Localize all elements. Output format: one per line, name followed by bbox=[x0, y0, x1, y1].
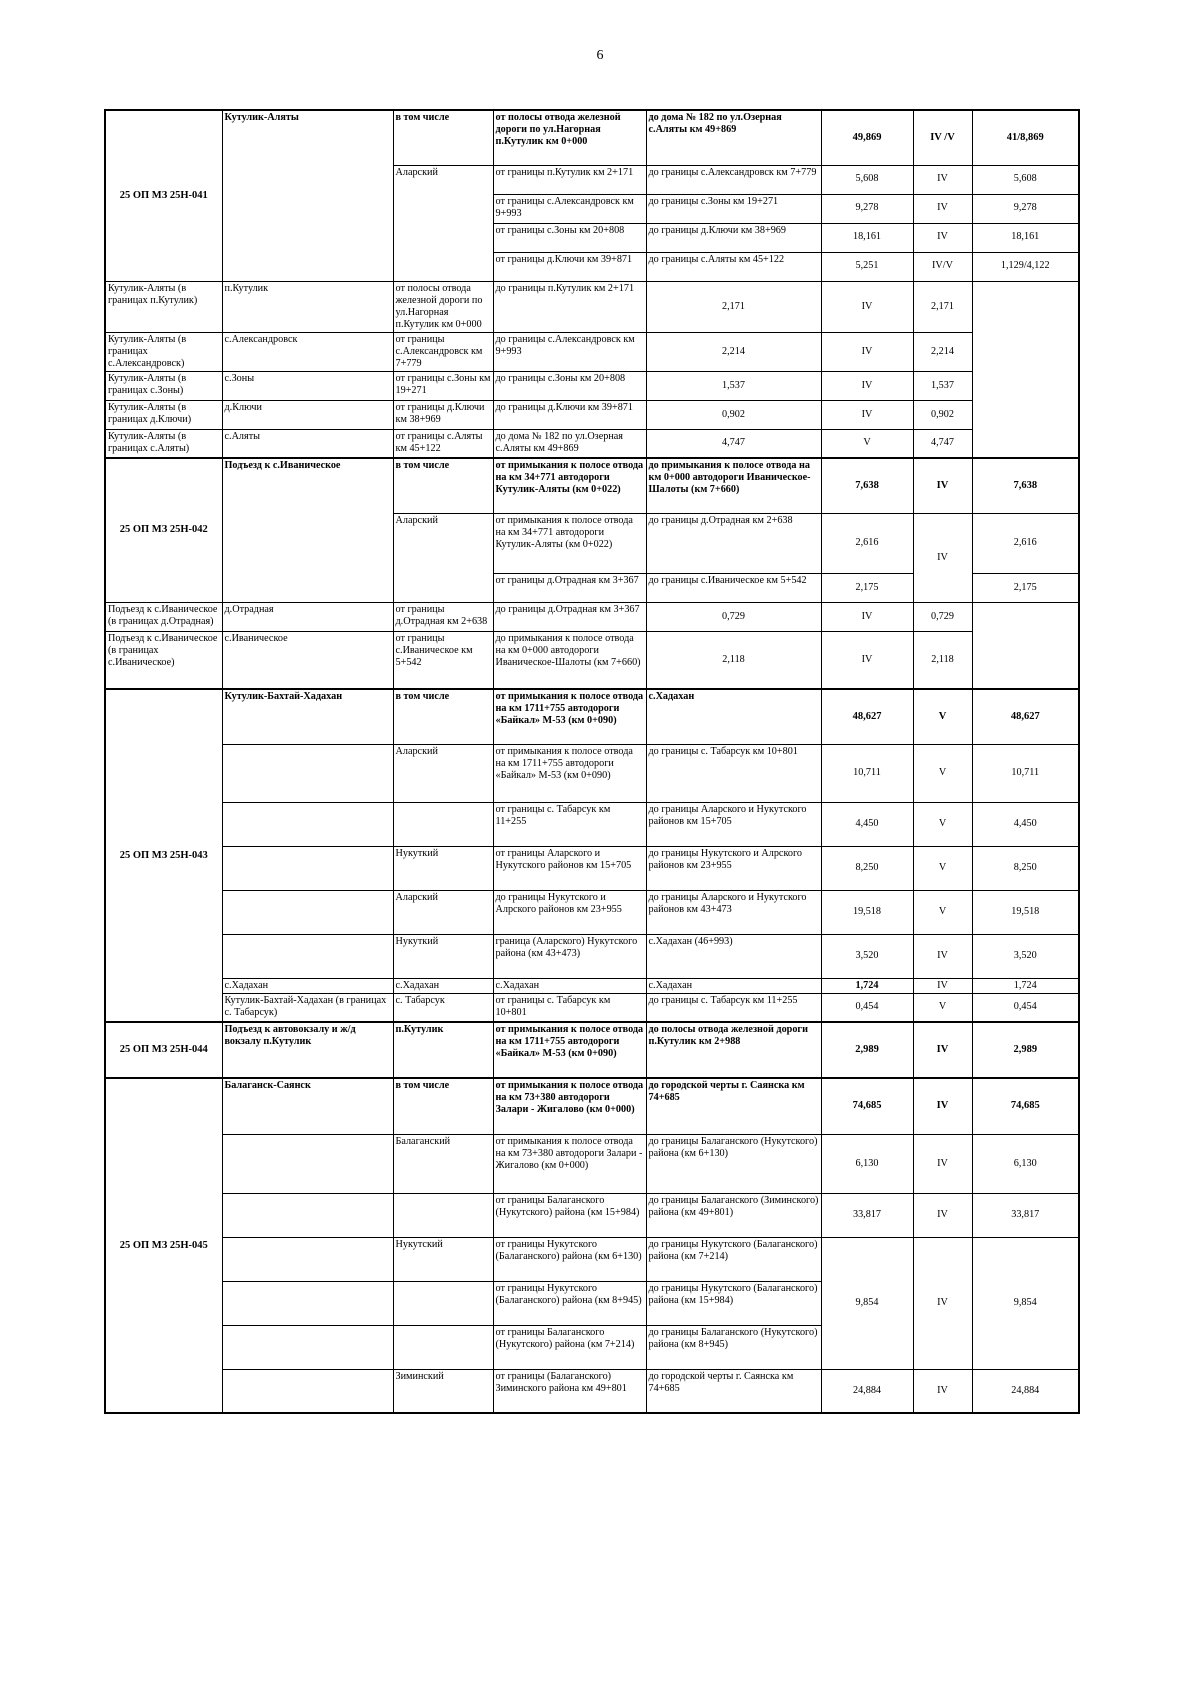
length-cell: 10,711 bbox=[821, 744, 913, 802]
length-by-category-cell: 8,250 bbox=[972, 846, 1079, 890]
to-cell: до границы Нукутского и Алрского районов км 23+955 bbox=[646, 846, 821, 890]
category-cell: IV bbox=[913, 1369, 972, 1413]
from-cell: от границы д.Отрадная км 3+367 bbox=[493, 573, 646, 602]
length-cell: 74,685 bbox=[821, 1078, 913, 1134]
table-row bbox=[105, 1078, 1079, 1134]
category-cell: IV bbox=[913, 1237, 972, 1369]
road-name-cell: Кутулик-Аляты (в границах с.Зоны) bbox=[105, 371, 222, 400]
to-cell: до границы с. Табарсук км 11+255 bbox=[646, 993, 821, 1022]
road-name-cell bbox=[222, 1369, 393, 1413]
to-cell: до дома № 182 по ул.Озерная с.Аляты км 49+869 bbox=[646, 110, 821, 165]
category-cell: IV/V bbox=[913, 252, 972, 281]
table-row bbox=[105, 400, 1079, 429]
to-cell: до границы Аларского и Нукутского районов км 15+705 bbox=[646, 802, 821, 846]
length-cell: 2,175 bbox=[821, 573, 913, 602]
road-id-cell: 25 ОП МЗ 25Н-045 bbox=[105, 1078, 222, 1413]
from-cell: от примыкания к полосе отвода на км 34+771 автодороги Кутулик-Аляты (км 0+022) bbox=[493, 513, 646, 573]
from-cell: от границы с.Аляты км 45+122 bbox=[393, 429, 493, 458]
length-by-category-cell: 41/8,869 bbox=[972, 110, 1079, 165]
length-cell: 3,520 bbox=[821, 934, 913, 978]
table-row bbox=[105, 1022, 1079, 1078]
from-cell: от примыкания к полосе отвода на км 34+771 автодороги Кутулик-Аляты (км 0+022) bbox=[493, 458, 646, 513]
category-cell: IV bbox=[913, 194, 972, 223]
district-cell: с.Иваническое bbox=[222, 631, 393, 689]
road-name-cell bbox=[222, 744, 393, 802]
district-cell: Нукуткий bbox=[393, 934, 493, 978]
district-cell bbox=[393, 1325, 493, 1369]
to-cell: до городской черты г. Саянска км 74+685 bbox=[646, 1369, 821, 1413]
from-cell: от границы с.Зоны км 19+271 bbox=[393, 371, 493, 400]
table-row bbox=[105, 1237, 1079, 1281]
district-cell: п.Кутулик bbox=[393, 1022, 493, 1078]
road-id-cell: 25 ОП МЗ 25Н-042 bbox=[105, 458, 222, 602]
category-cell: IV bbox=[913, 223, 972, 252]
district-cell: в том числе bbox=[393, 1078, 493, 1134]
length-cell: 5,251 bbox=[821, 252, 913, 281]
length-cell: 1,537 bbox=[646, 371, 821, 400]
from-cell: от примыкания к полосе отвода на км 1711+755 автодороги «Байкал» М-53 (км 0+090) bbox=[493, 744, 646, 802]
length-cell: 2,989 bbox=[821, 1022, 913, 1078]
road-name-cell bbox=[222, 1325, 393, 1369]
to-cell: с.Хадахан bbox=[646, 978, 821, 993]
road-name-cell bbox=[222, 846, 393, 890]
length-by-category-cell: 0,454 bbox=[972, 993, 1079, 1022]
from-cell: от границы с.Александровск км 7+779 bbox=[393, 332, 493, 371]
length-by-category-cell: 5,608 bbox=[972, 165, 1079, 194]
road-name-cell: Кутулик-Аляты bbox=[222, 110, 393, 281]
category-cell: V bbox=[913, 744, 972, 802]
length-cell: 2,214 bbox=[646, 332, 821, 371]
length-cell: 7,638 bbox=[821, 458, 913, 513]
from-cell: от границы Нукутского (Балаганского) района (км 6+130) bbox=[493, 1237, 646, 1281]
district-cell: в том числе bbox=[393, 110, 493, 165]
to-cell: до границы д.Отрадная км 3+367 bbox=[493, 602, 646, 631]
to-cell: до границы п.Кутулик км 2+171 bbox=[493, 281, 646, 332]
length-cell: 4,747 bbox=[646, 429, 821, 458]
to-cell: с.Хадахан bbox=[646, 689, 821, 744]
length-cell: 49,869 bbox=[821, 110, 913, 165]
length-by-category-cell: 33,817 bbox=[972, 1193, 1079, 1237]
length-by-category-cell: 1,537 bbox=[913, 371, 972, 400]
page-number: 6 bbox=[596, 48, 604, 63]
length-by-category-cell: 24,884 bbox=[972, 1369, 1079, 1413]
length-by-category-cell: 9,854 bbox=[972, 1237, 1079, 1369]
district-cell: с.Аляты bbox=[222, 429, 393, 458]
length-cell: 2,616 bbox=[821, 513, 913, 573]
length-cell: 1,724 bbox=[821, 978, 913, 993]
to-cell: до примыкания к полосе отвода на км 0+000 автодороги Иваническое-Шалоты (км 7+660) bbox=[493, 631, 646, 689]
length-by-category-cell: 48,627 bbox=[972, 689, 1079, 744]
category-cell: IV bbox=[913, 978, 972, 993]
district-cell: д.Ключи bbox=[222, 400, 393, 429]
district-cell: Аларский bbox=[393, 744, 493, 802]
length-cell: 0,454 bbox=[821, 993, 913, 1022]
to-cell: до границы с.Аляты км 45+122 bbox=[646, 252, 821, 281]
from-cell: от примыкания к полосе отвода на км 73+380 автодороги Залари - Жигалово (км 0+000) bbox=[493, 1134, 646, 1193]
district-cell: Зиминский bbox=[393, 1369, 493, 1413]
length-cell: 18,161 bbox=[821, 223, 913, 252]
district-cell: Аларский bbox=[393, 165, 493, 281]
table-row bbox=[105, 1369, 1079, 1413]
length-by-category-cell: 18,161 bbox=[972, 223, 1079, 252]
district-cell: с.Александровск bbox=[222, 332, 393, 371]
road-name-cell: с.Хадахан bbox=[222, 978, 393, 993]
length-by-category-cell: 4,747 bbox=[913, 429, 972, 458]
road-id-cell: 25 ОП МЗ 25Н-044 bbox=[105, 1022, 222, 1078]
road-name-cell: Балаганск-Саянск bbox=[222, 1078, 393, 1134]
district-cell: с.Хадахан bbox=[393, 978, 493, 993]
from-cell: от примыкания к полосе отвода на км 1711+755 автодороги «Байкал» М-53 (км 0+090) bbox=[493, 689, 646, 744]
length-cell: 2,118 bbox=[646, 631, 821, 689]
table-row bbox=[105, 890, 1079, 934]
from-cell: от границы с.Александровск км 9+993 bbox=[493, 194, 646, 223]
from-cell: от границы Балаганского (Нукутского) района (км 15+984) bbox=[493, 1193, 646, 1237]
district-cell: д.Отрадная bbox=[222, 602, 393, 631]
from-cell: от границы с.Зоны км 20+808 bbox=[493, 223, 646, 252]
district-cell: Нукуткий bbox=[393, 846, 493, 890]
to-cell: до границы с.Александровск км 7+779 bbox=[646, 165, 821, 194]
category-cell: V bbox=[913, 689, 972, 744]
from-cell: от примыкания к полосе отвода на км 73+380 автодороги Залари - Жигалово (км 0+000) bbox=[493, 1078, 646, 1134]
table-row bbox=[105, 371, 1079, 400]
category-cell: IV bbox=[821, 400, 913, 429]
road-name-cell: Подъезд к с.Иваническое (в границах с.Иваническое) bbox=[105, 631, 222, 689]
road-name-cell bbox=[222, 934, 393, 978]
to-cell: до городской черты г. Саянска км 74+685 bbox=[646, 1078, 821, 1134]
from-cell: от примыкания к полосе отвода на км 1711+755 автодороги «Байкал» М-53 (км 0+090) bbox=[493, 1022, 646, 1078]
to-cell: до границы Балаганского (Зиминского) района (км 49+801) bbox=[646, 1193, 821, 1237]
length-by-category-cell: 1,724 bbox=[972, 978, 1079, 993]
table-row bbox=[105, 281, 1079, 332]
road-name-cell: Кутулик-Аляты (в границах с.Александровск) bbox=[105, 332, 222, 371]
table-row bbox=[105, 978, 1079, 993]
road-name-cell: Кутулик-Бахтай-Хадахан (в границах с. Табарсук) bbox=[222, 993, 393, 1022]
road-name-cell bbox=[222, 802, 393, 846]
table-row bbox=[105, 934, 1079, 978]
table-row bbox=[105, 744, 1079, 802]
roads-table bbox=[104, 109, 1080, 1414]
category-cell: V bbox=[821, 429, 913, 458]
road-id-cell: 25 ОП МЗ 25Н-041 bbox=[105, 110, 222, 281]
to-cell: до границы Балаганского (Нукутского) района (км 6+130) bbox=[646, 1134, 821, 1193]
district-cell: п.Кутулик bbox=[222, 281, 393, 332]
category-cell: V bbox=[913, 846, 972, 890]
from-cell: от границы с. Табарсук км 11+255 bbox=[493, 802, 646, 846]
to-cell: до дома № 182 по ул.Озерная с.Аляты км 49+869 bbox=[493, 429, 646, 458]
road-name-cell: Подъезд к с.Иваническое bbox=[222, 458, 393, 602]
road-name-cell: Подъезд к автовокзалу и ж/д вокзалу п.Кутулик bbox=[222, 1022, 393, 1078]
to-cell: до границы с.Зоны км 20+808 bbox=[493, 371, 646, 400]
table-row bbox=[105, 429, 1079, 458]
category-cell: V bbox=[913, 890, 972, 934]
district-cell: Нукутский bbox=[393, 1237, 493, 1281]
to-cell: до примыкания к полосе отвода на км 0+000 автодороги Иваническое-Шалоты (км 7+660) bbox=[646, 458, 821, 513]
road-name-cell: Кутулик-Аляты (в границах п.Кутулик) bbox=[105, 281, 222, 332]
to-cell: до полосы отвода железной дороги п.Кутулик км 2+988 bbox=[646, 1022, 821, 1078]
table-row bbox=[105, 689, 1079, 744]
length-cell: 33,817 bbox=[821, 1193, 913, 1237]
to-cell: до границы с. Табарсук км 10+801 bbox=[646, 744, 821, 802]
from-cell: от границы д.Ключи км 39+871 bbox=[493, 252, 646, 281]
from-cell: от границы д.Ключи км 38+969 bbox=[393, 400, 493, 429]
length-cell: 48,627 bbox=[821, 689, 913, 744]
from-cell: от границы д.Отрадная км 2+638 bbox=[393, 602, 493, 631]
from-cell: от границы (Балаганского) Зиминского района км 49+801 bbox=[493, 1369, 646, 1413]
table-row bbox=[105, 846, 1079, 890]
length-by-category-cell: 0,729 bbox=[913, 602, 972, 631]
length-by-category-cell: 2,118 bbox=[913, 631, 972, 689]
road-name-cell: Подъезд к с.Иваническое (в границах д.Отрадная) bbox=[105, 602, 222, 631]
length-cell: 19,518 bbox=[821, 890, 913, 934]
district-cell bbox=[393, 1193, 493, 1237]
category-cell: IV bbox=[913, 1193, 972, 1237]
length-by-category-cell: 19,518 bbox=[972, 890, 1079, 934]
from-cell: от границы п.Кутулик км 2+171 bbox=[493, 165, 646, 194]
to-cell: с.Хадахан (46+993) bbox=[646, 934, 821, 978]
category-cell: V bbox=[913, 802, 972, 846]
table-row bbox=[105, 631, 1079, 689]
table-row bbox=[105, 458, 1079, 513]
table-row bbox=[105, 110, 1079, 165]
to-cell: до границы д.Отрадная км 2+638 bbox=[646, 513, 821, 573]
category-cell: IV bbox=[821, 602, 913, 631]
to-cell: до границы Нукутского (Балаганского) района (км 7+214) bbox=[646, 1237, 821, 1281]
length-cell: 9,854 bbox=[821, 1237, 913, 1369]
category-cell: IV bbox=[913, 934, 972, 978]
category-cell: IV bbox=[913, 1078, 972, 1134]
length-by-category-cell: 9,278 bbox=[972, 194, 1079, 223]
from-cell: от полосы отвода железной дороги по ул.Нагорная п.Кутулик км 0+000 bbox=[393, 281, 493, 332]
road-id-cell: 25 ОП МЗ 25Н-043 bbox=[105, 689, 222, 1022]
length-by-category-cell: 10,711 bbox=[972, 744, 1079, 802]
district-cell: с. Табарсук bbox=[393, 993, 493, 1022]
category-cell: IV bbox=[821, 281, 913, 332]
from-cell: от границы Нукутского (Балаганского) района (км 8+945) bbox=[493, 1281, 646, 1325]
category-cell: IV /V bbox=[913, 110, 972, 165]
category-cell: IV bbox=[821, 631, 913, 689]
length-cell: 4,450 bbox=[821, 802, 913, 846]
length-by-category-cell: 2,175 bbox=[972, 573, 1079, 602]
category-cell: IV bbox=[913, 165, 972, 194]
from-cell: граница (Аларского) Нукутского района (км 43+473) bbox=[493, 934, 646, 978]
district-cell bbox=[393, 1281, 493, 1325]
from-cell: от границы Балаганского (Нукутского) района (км 7+214) bbox=[493, 1325, 646, 1369]
road-name-cell bbox=[222, 1193, 393, 1237]
length-cell: 5,608 bbox=[821, 165, 913, 194]
length-by-category-cell: 2,214 bbox=[913, 332, 972, 371]
district-cell: Балаганский bbox=[393, 1134, 493, 1193]
to-cell: до границы с.Александровск км 9+993 bbox=[493, 332, 646, 371]
road-name-cell: Кутулик-Аляты (в границах д.Ключи) bbox=[105, 400, 222, 429]
road-name-cell: Кутулик-Бахтай-Хадахан bbox=[222, 689, 393, 744]
to-cell: до границы с.Зоны км 19+271 bbox=[646, 194, 821, 223]
district-cell: в том числе bbox=[393, 458, 493, 513]
to-cell: до границы д.Ключи км 39+871 bbox=[493, 400, 646, 429]
length-by-category-cell: 2,171 bbox=[913, 281, 972, 332]
table-row bbox=[105, 993, 1079, 1022]
table-row bbox=[105, 1134, 1079, 1193]
length-by-category-cell: 74,685 bbox=[972, 1078, 1079, 1134]
from-cell: от полосы отвода железной дороги по ул.Нагорная п.Кутулик км 0+000 bbox=[493, 110, 646, 165]
from-cell: до границы Нукутского и Алрского районов км 23+955 bbox=[493, 890, 646, 934]
district-cell bbox=[393, 802, 493, 846]
category-cell: IV bbox=[821, 332, 913, 371]
category-cell: IV bbox=[821, 371, 913, 400]
from-cell: от границы с. Табарсук км 10+801 bbox=[493, 993, 646, 1022]
length-cell: 0,902 bbox=[646, 400, 821, 429]
to-cell: до границы д.Ключи км 38+969 bbox=[646, 223, 821, 252]
from-cell: от границы Аларского и Нукутского районов км 15+705 bbox=[493, 846, 646, 890]
table-row bbox=[105, 602, 1079, 631]
length-by-category-cell: 7,638 bbox=[972, 458, 1079, 513]
from-cell: от границы с.Иваническое км 5+542 bbox=[393, 631, 493, 689]
category-cell: IV bbox=[913, 513, 972, 602]
category-cell: IV bbox=[913, 1134, 972, 1193]
district-cell: с.Зоны bbox=[222, 371, 393, 400]
length-by-category-cell: 1,129/4,122 bbox=[972, 252, 1079, 281]
length-by-category-cell: 0,902 bbox=[913, 400, 972, 429]
length-cell: 9,278 bbox=[821, 194, 913, 223]
length-by-category-cell: 2,616 bbox=[972, 513, 1079, 573]
road-name-cell bbox=[222, 1134, 393, 1193]
table-row bbox=[105, 332, 1079, 371]
category-cell: IV bbox=[913, 1022, 972, 1078]
table-row bbox=[105, 802, 1079, 846]
length-cell: 24,884 bbox=[821, 1369, 913, 1413]
district-cell: Аларский bbox=[393, 890, 493, 934]
length-by-category-cell: 6,130 bbox=[972, 1134, 1079, 1193]
length-cell: 2,171 bbox=[646, 281, 821, 332]
length-by-category-cell: 2,989 bbox=[972, 1022, 1079, 1078]
district-cell: Аларский bbox=[393, 513, 493, 602]
length-cell: 6,130 bbox=[821, 1134, 913, 1193]
table-row bbox=[105, 1193, 1079, 1237]
to-cell: до границы с.Иваническое км 5+542 bbox=[646, 573, 821, 602]
road-name-cell bbox=[222, 1237, 393, 1281]
length-cell: 0,729 bbox=[646, 602, 821, 631]
road-name-cell: Кутулик-Аляты (в границах с.Аляты) bbox=[105, 429, 222, 458]
to-cell: до границы Балаганского (Нукутского) района (км 8+945) bbox=[646, 1325, 821, 1369]
road-name-cell bbox=[222, 890, 393, 934]
district-cell: в том числе bbox=[393, 689, 493, 744]
to-cell: до границы Нукутского (Балаганского) района (км 15+984) bbox=[646, 1281, 821, 1325]
category-cell: V bbox=[913, 993, 972, 1022]
category-cell: IV bbox=[913, 458, 972, 513]
length-cell: 8,250 bbox=[821, 846, 913, 890]
length-by-category-cell: 4,450 bbox=[972, 802, 1079, 846]
length-by-category-cell: 3,520 bbox=[972, 934, 1079, 978]
to-cell: до границы Аларского и Нукутского районов км 43+473 bbox=[646, 890, 821, 934]
road-name-cell bbox=[222, 1281, 393, 1325]
from-cell: с.Хадахан bbox=[493, 978, 646, 993]
